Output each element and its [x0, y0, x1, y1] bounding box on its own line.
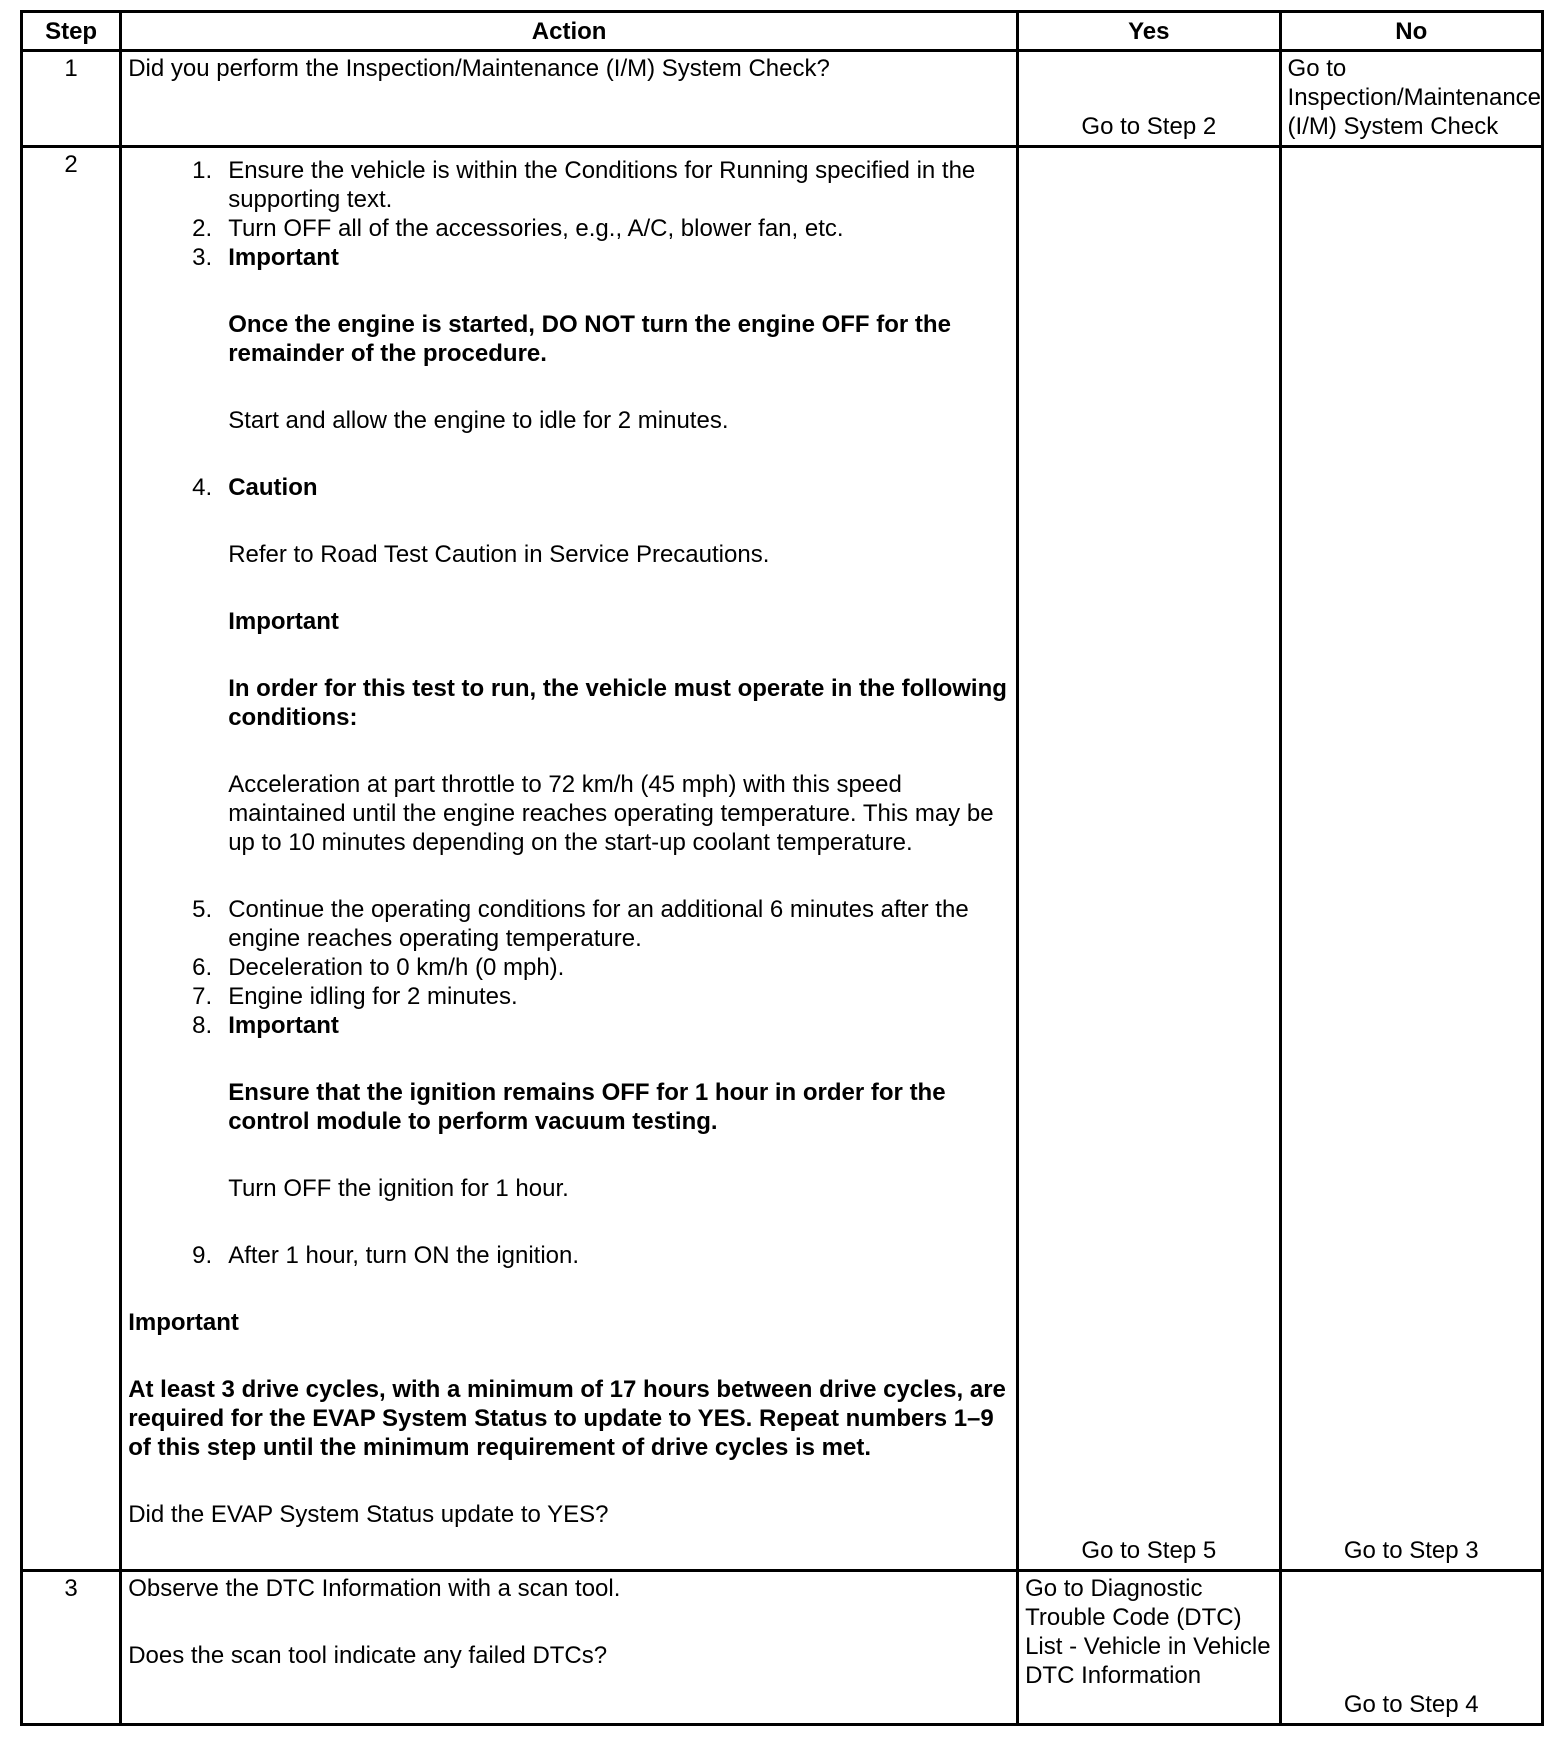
table-row [22, 51, 1543, 147]
item-number: 6. [192, 954, 213, 981]
list-item [128, 1241, 1010, 1270]
instruction-list [128, 156, 1010, 1270]
item-text: Ensure the vehicle is within the Conditions for Running specified in the supporting text. [228, 157, 976, 213]
header-no: No [1280, 12, 1542, 51]
item-number: 4. [192, 474, 213, 501]
question-text: Did the EVAP System Status update to YES? [128, 1501, 609, 1528]
important-note: Ensure that the ignition remains OFF for 1 hour in order for the control module to perform vacuum testing. [228, 1079, 946, 1135]
item-text: After 1 hour, turn ON the ignition. [228, 1242, 580, 1269]
important-note: In order for this test to run, the vehicle must operate in the following conditions: [228, 675, 1007, 731]
list-item [128, 982, 1010, 1011]
yes-cell [1018, 51, 1280, 147]
action-text: Did you perform the Inspection/Maintenance (I/M) System Check? [128, 55, 830, 82]
item-number: 2. [192, 215, 213, 242]
action-cell [121, 51, 1018, 147]
item-number: 9. [192, 1242, 213, 1269]
yes-link[interactable]: Go to Step 5 [1081, 1537, 1217, 1564]
yes-cell [1018, 1571, 1280, 1725]
item-number: 1. [192, 157, 213, 184]
important-note: At least 3 drive cycles, with a minimum of 17 hours between drive cycles, are required for the EVAP System Status to update to YES. Repeat numbers 1–9 of this step until the minimum requirement of drive cycles is met. [128, 1376, 1006, 1461]
yes-link[interactable]: Go to Diagnostic Trouble Code (DTC) List - Vehicle in Vehicle DTC Information [1025, 1575, 1271, 1689]
list-item [128, 243, 1010, 473]
no-link[interactable]: Go to Step 3 [1343, 1537, 1479, 1564]
item-text: Engine idling for 2 minutes. [228, 983, 518, 1010]
item-number: 7. [192, 983, 213, 1010]
caution-label: Caution [228, 474, 318, 501]
item-text: Start and allow the engine to idle for 2 minutes. [228, 407, 729, 434]
important-label: Important [228, 1012, 339, 1039]
list-item [128, 953, 1010, 982]
item-text: Continue the operating conditions for an additional 6 minutes after the engine reaches operating temperature. [228, 896, 969, 952]
item-text: Turn OFF all of the accessories, e.g., A/C, blower fan, etc. [228, 215, 844, 242]
caution-text: Refer to Road Test Caution in Service Precautions. [228, 541, 770, 568]
item-text: Acceleration at part throttle to 72 km/h (45 mph) with this speed maintained until the engine reaches operating temperature. This may be up to 10 minutes depending on the start-up coolant temperature. [228, 771, 994, 856]
yes-cell [1018, 147, 1280, 1571]
list-item [128, 1011, 1010, 1241]
header-row [22, 12, 1543, 51]
no-link[interactable]: Go to Inspection/Maintenance (I/M) System Check [1287, 55, 1542, 140]
action-cell [121, 1571, 1018, 1725]
step-number: 2 [22, 147, 121, 1571]
item-number: 5. [192, 896, 213, 923]
important-note: Once the engine is started, DO NOT turn the engine OFF for the remainder of the procedure. [228, 311, 951, 367]
no-cell [1280, 147, 1542, 1571]
step-number: 1 [22, 51, 121, 147]
table-row [22, 1571, 1543, 1725]
important-label: Important [128, 1309, 239, 1336]
list-item [128, 895, 1010, 953]
header-yes: Yes [1018, 12, 1280, 51]
no-cell [1280, 51, 1542, 147]
list-item [128, 156, 1010, 214]
item-text: Deceleration to 0 km/h (0 mph). [228, 954, 565, 981]
item-number: 8. [192, 1012, 213, 1039]
header-action: Action [121, 12, 1018, 51]
yes-link[interactable]: Go to Step 2 [1081, 113, 1217, 140]
action-text: Observe the DTC Information with a scan tool. [128, 1575, 621, 1602]
header-step: Step [22, 12, 121, 51]
table-row [22, 147, 1543, 1571]
question-text: Does the scan tool indicate any failed DTCs? [128, 1642, 608, 1669]
item-text: Turn OFF the ignition for 1 hour. [228, 1175, 569, 1202]
important-label: Important [228, 244, 339, 271]
no-link[interactable]: Go to Step 4 [1343, 1691, 1479, 1718]
list-item [128, 473, 1010, 895]
step-number: 3 [22, 1571, 121, 1725]
list-item [128, 214, 1010, 243]
item-number: 3. [192, 244, 213, 271]
action-cell [121, 147, 1018, 1571]
important-label: Important [228, 608, 339, 635]
diagnostic-procedure-table [20, 10, 1544, 1726]
no-cell [1280, 1571, 1542, 1725]
